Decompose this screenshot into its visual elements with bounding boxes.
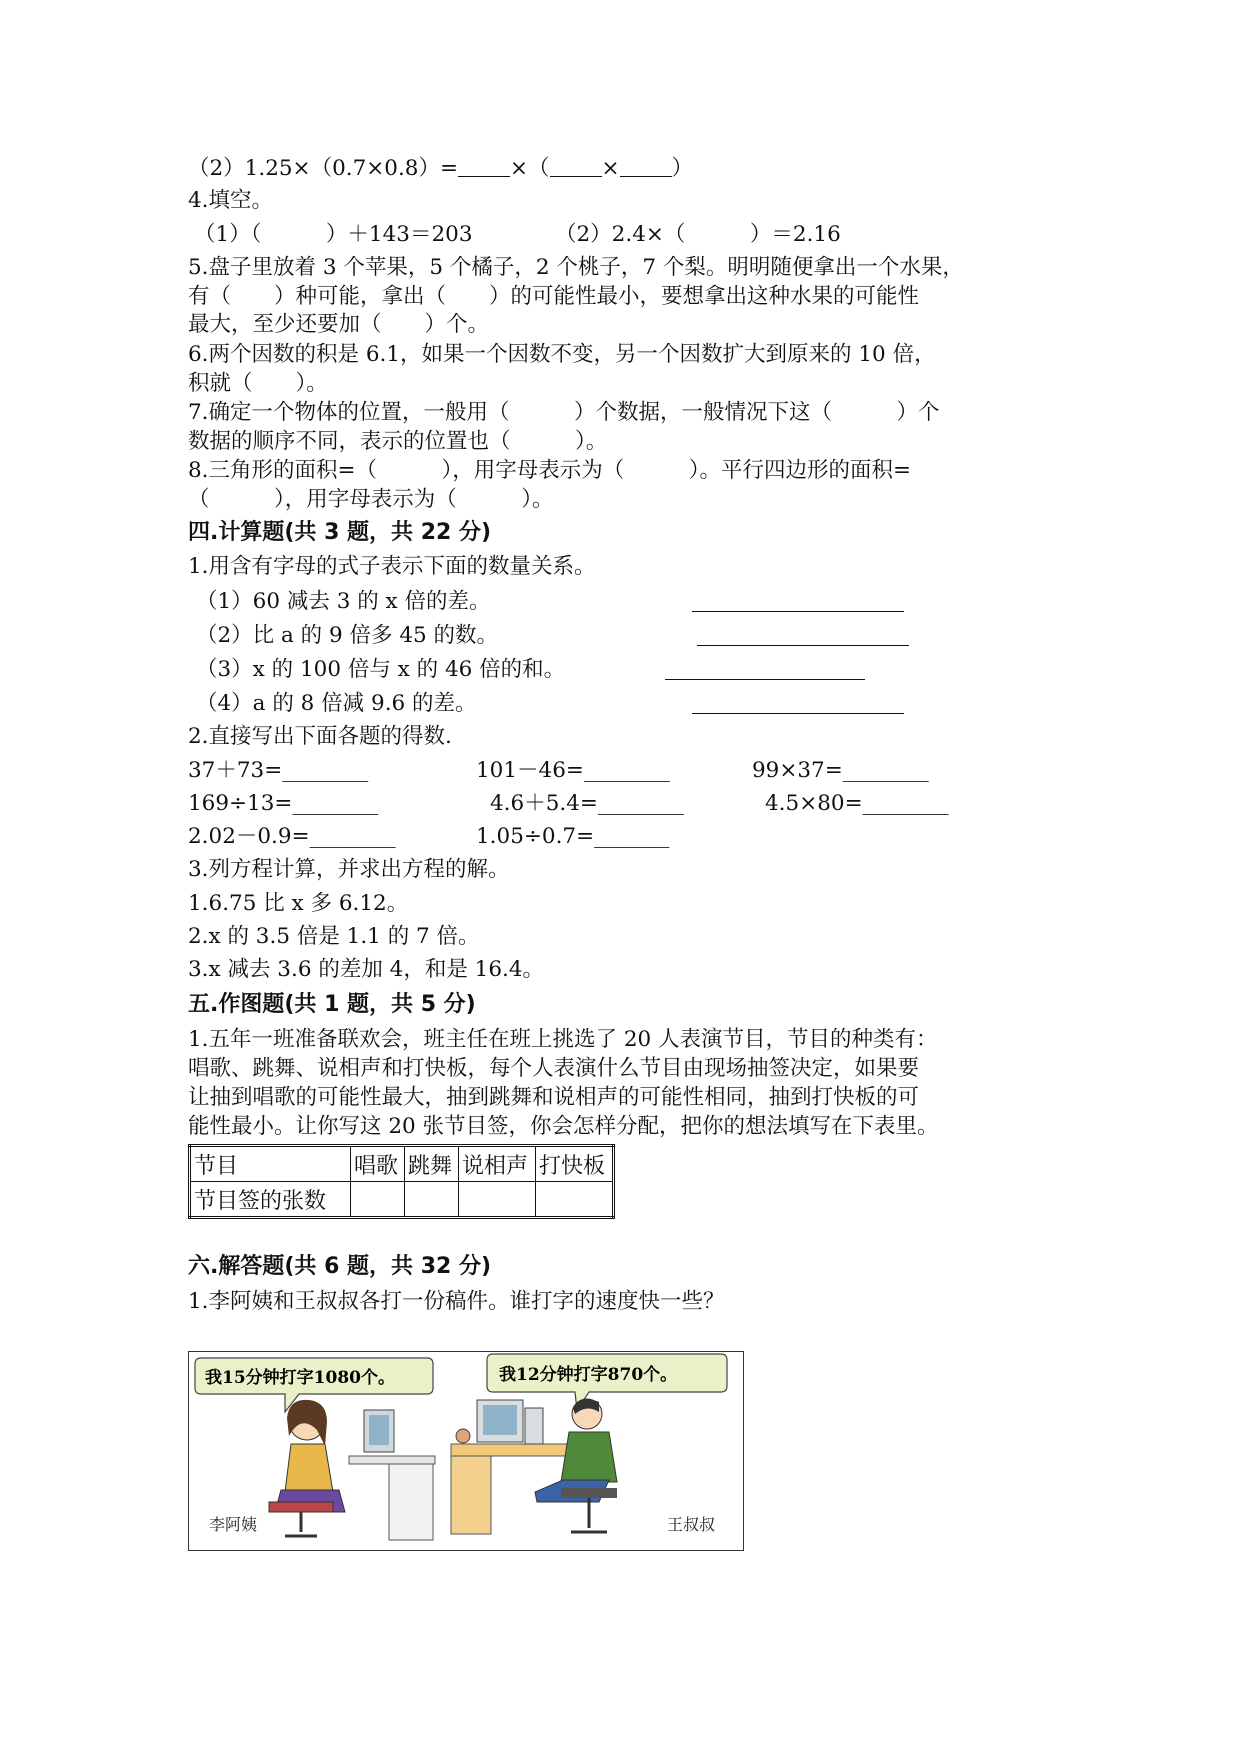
q4-item-1: （1）（ ）＋143＝203 <box>194 222 473 247</box>
s4-q3-item-2: 2.x 的 3.5 倍是 1.1 的 7 倍。 <box>188 924 480 949</box>
q5-line-3: 最大，至少还要加（ ）个。 <box>188 312 490 337</box>
q4-title: 4.填空。 <box>188 188 274 213</box>
s4-q1-item-3: （3）x 的 100 倍与 x 的 46 倍的和。 <box>196 657 566 682</box>
desk-right <box>451 1456 491 1534</box>
man-body <box>561 1432 617 1482</box>
answer-line[interactable] <box>665 679 865 680</box>
answer-blank[interactable] <box>550 156 602 177</box>
program-table <box>188 1144 615 1219</box>
q6-line-1: 6.两个因数的积是 6.1，如果一个因数不变，另一个因数扩大到原来的 10 倍， <box>188 342 936 367</box>
table-cell: 节目签的张数 <box>190 1182 351 1218</box>
s5-q1-line-4: 能性最小。让你写这 20 张节目签，你会怎样分配，把你的想法填写在下表里。 <box>188 1114 939 1139</box>
q7-line-2: 数据的顺序不同，表示的位置也（ ）。 <box>188 429 608 454</box>
q8-line-1: 8.三角形的面积=（ ），用字母表示为（ ）。平行四边形的面积= <box>188 458 912 483</box>
s5-q1-line-2: 唱歌、跳舞、说相声和打快板，每个人表演什么节目由现场抽签决定，如果要 <box>188 1056 920 1081</box>
table-header-row <box>190 1146 614 1182</box>
name-left: 李阿姨 <box>209 1515 258 1534</box>
s4-q2-r1-c1: 37＋73=________ <box>188 758 369 783</box>
s4-q1-item-2: （2）比 a 的 9 倍多 45 的数。 <box>196 623 499 648</box>
table-cell: 说相声 <box>459 1146 536 1182</box>
table-row <box>190 1182 614 1218</box>
answer-line[interactable] <box>692 611 904 612</box>
name-right: 王叔叔 <box>667 1515 716 1534</box>
pc-tower <box>525 1408 543 1444</box>
cup-icon <box>456 1429 470 1443</box>
bubble-left-text: 我15分钟打字1080个。 <box>205 1368 395 1388</box>
table-input-cell[interactable] <box>405 1182 459 1218</box>
q5-line-1: 5.盘子里放着 3 个苹果，5 个橘子，2 个桃子，7 个梨。明明随便拿出一个水果， <box>188 255 964 280</box>
s4-q2-r2-c1: 169÷13=________ <box>188 791 379 816</box>
s4-q1-item-1: （1）60 减去 3 的 x 倍的差。 <box>196 589 491 614</box>
q6-line-2: 积就（ ）。 <box>188 371 328 396</box>
desk-left <box>389 1460 433 1540</box>
table-cell: 节目 <box>190 1146 351 1182</box>
s4-q2-r3-c1: 2.02－0.9=________ <box>188 824 396 849</box>
illustration-svg <box>189 1352 743 1550</box>
s4-q3-title: 3.列方程计算，并求出方程的解。 <box>188 857 510 882</box>
s4-q2-r2-c3: 4.5×80=________ <box>765 791 949 816</box>
q7-line-1: 7.确定一个物体的位置，一般用（ ）个数据，一般情况下这（ ）个 <box>188 400 940 425</box>
table-input-cell[interactable] <box>536 1182 614 1218</box>
q3-2-expression: （2）1.25×（0.7×0.8）= ×（ × ） <box>188 156 694 181</box>
answer-blank[interactable] <box>620 156 672 177</box>
table-cell: 唱歌 <box>351 1146 405 1182</box>
answer-blank[interactable] <box>458 156 510 177</box>
s4-q2-title: 2.直接写出下面各题的得数. <box>188 724 452 749</box>
q8-line-2: （ ），用字母表示为（ ）。 <box>188 487 554 512</box>
answer-line[interactable] <box>697 645 909 646</box>
section5-heading: 五.作图题(共 1 题，共 5 分) <box>188 992 476 1017</box>
table-input-cell[interactable] <box>459 1182 536 1218</box>
s4-q2-r1-c2: 101－46=________ <box>476 758 670 783</box>
screen-left <box>369 1415 389 1445</box>
table-cell: 跳舞 <box>405 1146 459 1182</box>
table-cell: 打快板 <box>536 1146 614 1182</box>
desk-top-left <box>349 1456 435 1464</box>
section6-heading: 六.解答题(共 6 题，共 32 分) <box>188 1254 492 1279</box>
section4-heading: 四.计算题(共 3 题，共 22 分) <box>188 520 492 545</box>
s4-q1-item-4: （4）a 的 8 倍减 9.6 的差。 <box>196 691 477 716</box>
s6-q1-text: 1.李阿姨和王叔叔各打一份稿件。谁打字的速度快一些？ <box>188 1289 725 1314</box>
bubble-right-text: 我12分钟打字870个。 <box>499 1365 678 1385</box>
chair-left <box>269 1502 333 1512</box>
s4-q1-title: 1.用含有字母的式子表示下面的数量关系。 <box>188 554 596 579</box>
s4-q2-r2-c2: 4.6＋5.4=________ <box>490 791 684 816</box>
s4-q2-r1-c3: 99×37=________ <box>752 758 929 783</box>
desk-top-right <box>451 1444 569 1456</box>
s4-q3-item-1: 1.6.75 比 x 多 6.12。 <box>188 891 409 916</box>
screen-right <box>483 1405 517 1435</box>
q4-item-2: （2）2.4×（ ）＝2.16 <box>555 222 841 247</box>
chair-right <box>561 1488 617 1498</box>
table-input-cell[interactable] <box>351 1182 405 1218</box>
s4-q2-r3-c2: 1.05÷0.7=_______ <box>476 824 670 849</box>
q5-line-2: 有（ ）种可能，拿出（ ）的可能性最小，要想拿出这种水果的可能性 <box>188 284 920 309</box>
s5-q1-line-1: 1.五年一班准备联欢会，班主任在班上挑选了 20 人表演节目，节目的种类有： <box>188 1027 938 1052</box>
woman-body <box>285 1444 333 1492</box>
s4-q3-item-3: 3.x 减去 3.6 的差加 4，和是 16.4。 <box>188 957 545 982</box>
s5-q1-line-3: 让抽到唱歌的可能性最大，抽到跳舞和说相声的可能性相同，抽到打快板的可 <box>188 1085 920 1110</box>
answer-line[interactable] <box>692 713 904 714</box>
typing-illustration <box>188 1351 744 1551</box>
